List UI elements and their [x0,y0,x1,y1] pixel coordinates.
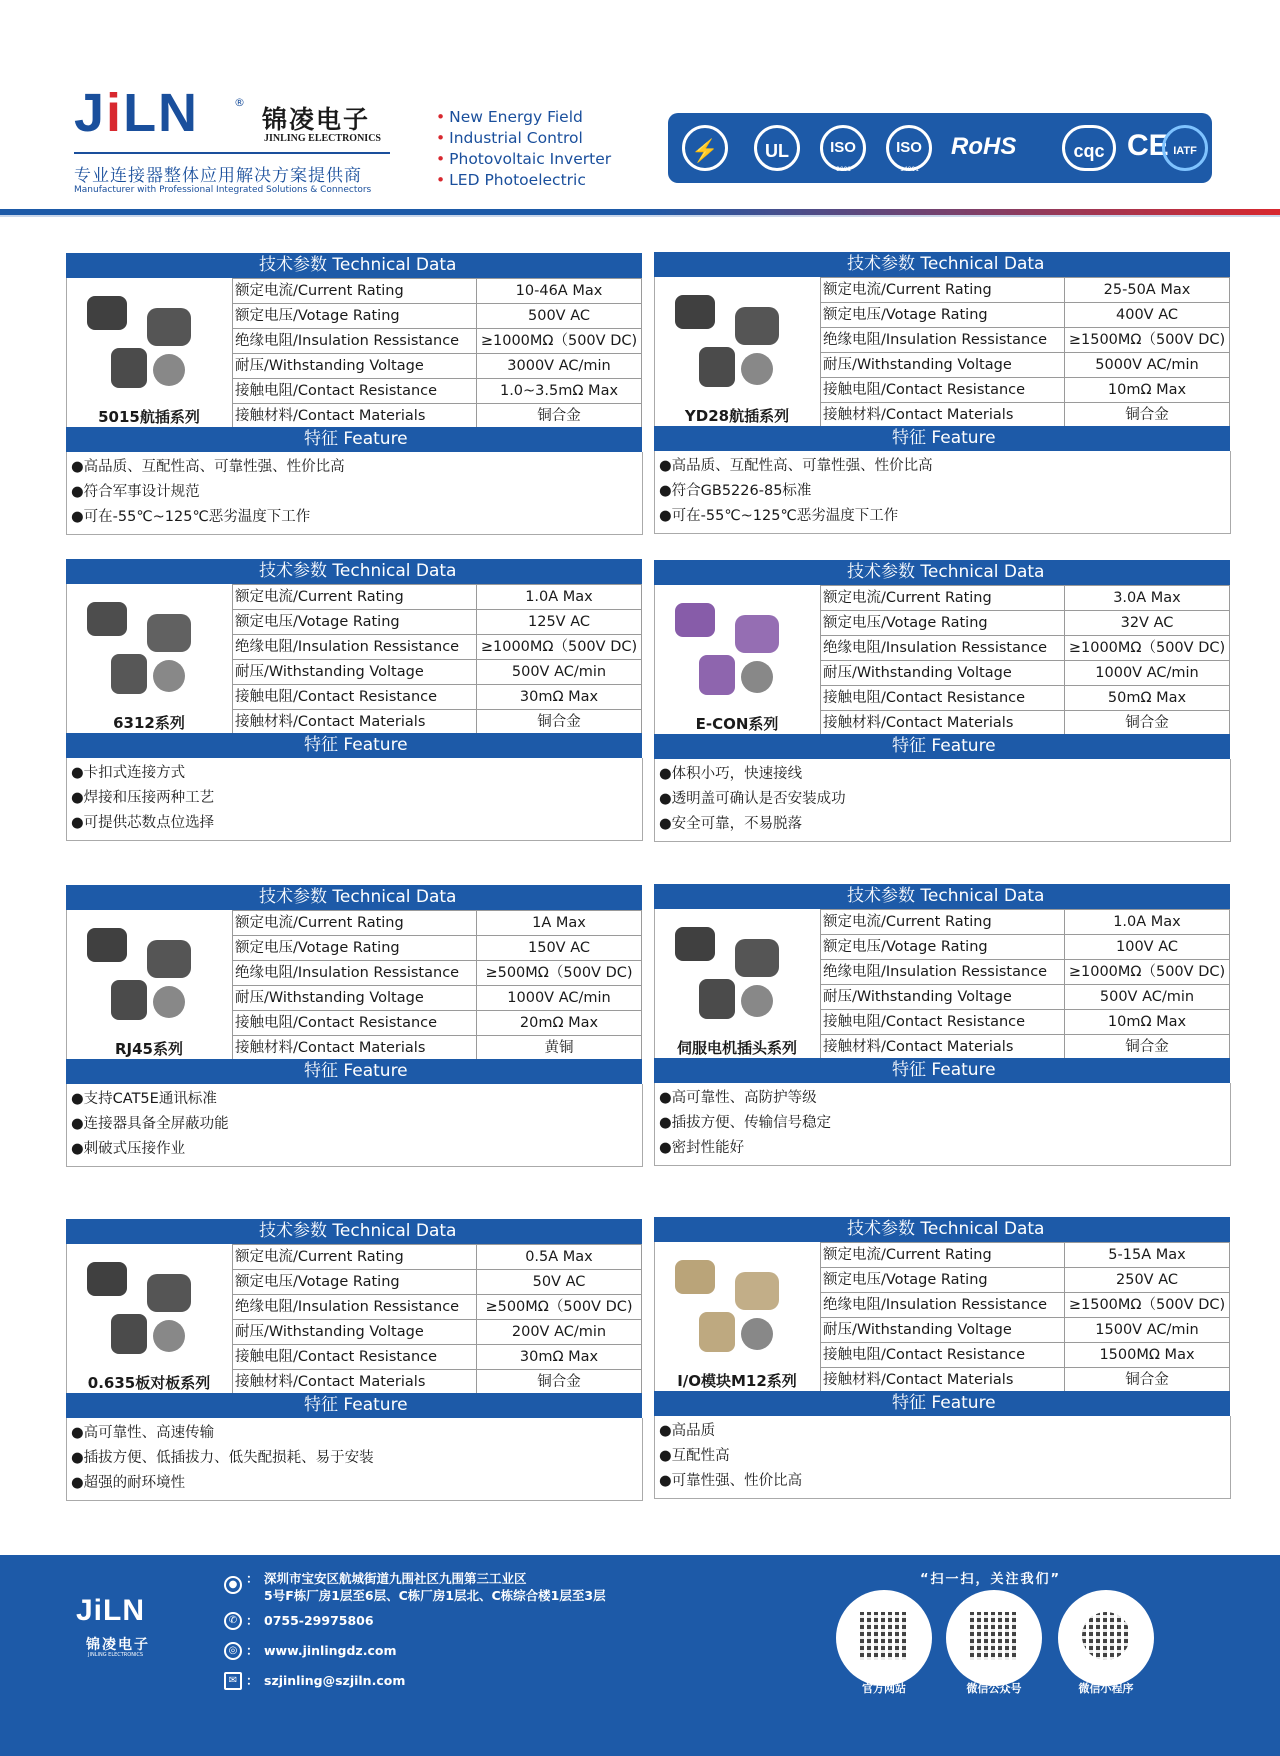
colon: ： [246,1673,259,1688]
spec-value: 铜合金 [1065,1035,1230,1060]
spec-row [233,585,642,610]
feature-list [66,758,643,841]
feature-item: ●安全可靠，不易脱落 [659,816,803,832]
spec-value: 30mΩ Max [477,685,642,710]
feature-item: ●可在-55℃~125℃恶劣温度下工作 [71,509,311,525]
spec-row [821,910,1230,935]
spec-row [821,711,1230,736]
spec-row [821,1035,1230,1060]
colon: ： [246,1613,259,1628]
spec-name: 绝缘电阻/Insulation Ressistance [233,961,477,986]
lightning-cert-icon: ⚡ [682,125,728,171]
spec-table [820,909,1230,1060]
spec-name: 接触材料/Contact Materials [233,710,477,735]
spec-name: 接触电阻/Contact Resistance [233,379,477,404]
field-item: • Industrial Control [436,129,583,147]
cqc-cert-icon: cqc [1062,125,1116,171]
spec-row [233,354,642,379]
spec-value: 黄铜 [477,1036,642,1061]
spec-table [820,1242,1230,1393]
spec-name: 额定电压/Votage Rating [821,935,1065,960]
spec-name: 接触电阻/Contact Resistance [821,378,1065,403]
spec-row [233,404,642,429]
feature-item: ●高可靠性、高防护等级 [659,1090,817,1106]
spec-name: 耐压/Withstanding Voltage [821,661,1065,686]
feature-item: ●插拔方便、传输信号稳定 [659,1115,832,1131]
spec-row [233,1320,642,1345]
spec-name: 绝缘电阻/Insulation Ressistance [821,960,1065,985]
spec-value: ≥500MΩ（500V DC) [477,1295,642,1320]
feature-header: 特征 Feature [654,734,1230,759]
spec-value: ≥1000MΩ（500V DC) [477,329,642,354]
feature-list [654,759,1231,842]
feature-header: 特征 Feature [66,1393,642,1418]
spec-row [821,328,1230,353]
feature-item: ●连接器具备全屏蔽功能 [71,1116,229,1132]
footer-logo: JiLN [76,1594,146,1627]
feature-item: ●卡扣式连接方式 [71,765,186,781]
spec-row [233,1370,642,1395]
iso14001-sub: 14001 [900,166,920,173]
product-name: I/O模块M12系列 [677,1372,797,1390]
spec-row [821,403,1230,428]
spec-value: 150V AC [477,936,642,961]
spec-table [232,278,642,429]
spec-value: 3000V AC/min [477,354,642,379]
globe-icon: ◎ [224,1642,242,1660]
tech-data-header: 技术参数 Technical Data [654,884,1230,909]
feature-header: 特征 Feature [654,426,1230,451]
footer-logo-en: JINLING ELECTRONICS [88,1652,144,1658]
spec-name: 耐压/Withstanding Voltage [233,660,477,685]
qr-code-mini-program[interactable] [1058,1590,1154,1686]
application-fields [436,107,611,191]
spec-value: 5000V AC/min [1065,353,1230,378]
spec-row [233,1295,642,1320]
spec-row [821,353,1230,378]
feature-item: ●支持CAT5E通讯标准 [71,1091,217,1107]
spec-value: ≥1500MΩ（500V DC) [1065,328,1230,353]
feature-list [66,1418,643,1501]
tech-data-header: 技术参数 Technical Data [654,560,1230,585]
field-item: • New Energy Field [436,108,583,126]
spec-value: 铜合金 [1065,1368,1230,1393]
spec-value: 400V AC [1065,303,1230,328]
spec-value: 10mΩ Max [1065,1010,1230,1035]
spec-row [233,1011,642,1036]
spec-value: 30mΩ Max [477,1345,642,1370]
spec-value: 50V AC [477,1270,642,1295]
scan-prompt: “扫一扫，关注我们” [920,1572,1062,1587]
feature-header: 特征 Feature [654,1391,1230,1416]
spec-name: 耐压/Withstanding Voltage [821,353,1065,378]
spec-name: 绝缘电阻/Insulation Ressistance [821,636,1065,661]
spec-name: 额定电压/Votage Rating [821,611,1065,636]
spec-name: 额定电流/Current Rating [233,1245,477,1270]
colon: ： [246,1571,259,1586]
spec-value: 1000V AC/min [477,986,642,1011]
spec-row [821,1368,1230,1393]
feature-item: ●互配性高 [659,1448,730,1464]
feature-header: 特征 Feature [654,1058,1230,1083]
ul-cert-icon: UL [754,125,800,171]
tech-data-header: 技术参数 Technical Data [66,1219,642,1244]
spec-value: 125V AC [477,610,642,635]
tech-data-header: 技术参数 Technical Data [66,559,642,584]
spec-row [233,635,642,660]
spec-name: 额定电流/Current Rating [821,278,1065,303]
spec-name: 额定电压/Votage Rating [233,610,477,635]
colon: ： [246,1643,259,1658]
spec-table [820,277,1230,428]
spec-row [821,1318,1230,1343]
spec-name: 接触材料/Contact Materials [821,1035,1065,1060]
spec-row [233,1036,642,1061]
qr-label: 微信公众号 [966,1682,1022,1695]
iso9001-sub: 9001 [836,166,852,173]
spec-name: 接触材料/Contact Materials [233,1036,477,1061]
spec-value: 铜合金 [477,404,642,429]
header-band-shadow [0,215,1280,217]
spec-row [233,304,642,329]
spec-table [232,910,642,1061]
tagline-cn: 专业连接器整体应用解决方案提供商 [74,166,362,186]
spec-row [821,960,1230,985]
feature-item: ●体积小巧，快速接线 [659,766,803,782]
spec-value: 10mΩ Max [1065,378,1230,403]
feature-item: ●透明盖可确认是否安装成功 [659,791,846,807]
spec-value: 1.0A Max [1065,910,1230,935]
spec-value: 铜合金 [477,1370,642,1395]
product-name: YD28航插系列 [684,407,790,425]
feature-item: ●焊接和压接两种工艺 [71,790,215,806]
spec-value: 1000V AC/min [1065,661,1230,686]
spec-row [233,911,642,936]
spec-name: 接触电阻/Contact Resistance [821,1010,1065,1035]
spec-name: 耐压/Withstanding Voltage [233,1320,477,1345]
ce-mark: CE [1127,129,1169,162]
website-link[interactable]: www.jinlingdz.com [264,1643,397,1658]
logo-divider [74,152,390,154]
tech-data-header: 技术参数 Technical Data [654,1217,1230,1242]
spec-row [233,685,642,710]
spec-name: 额定电压/Votage Rating [821,1268,1065,1293]
spec-name: 额定电流/Current Rating [233,585,477,610]
spec-value: 5-15A Max [1065,1243,1230,1268]
spec-value: 1500MΩ Max [1065,1343,1230,1368]
feature-item: ●高品质、互配性高、可靠性强、性价比高 [659,458,933,474]
spec-row [821,278,1230,303]
spec-value: 1A Max [477,911,642,936]
qr-label: 官方网站 [862,1682,906,1695]
spec-row [233,610,642,635]
location-icon: ● [224,1576,242,1594]
product-name: RJ45系列 [114,1040,183,1058]
spec-row [821,1343,1230,1368]
spec-table [820,585,1230,736]
tech-data-header: 技术参数 Technical Data [654,252,1230,277]
certification-banner [668,113,1212,183]
spec-value: 50mΩ Max [1065,686,1230,711]
feature-list [66,1084,643,1167]
spec-value: 1.0~3.5mΩ Max [477,379,642,404]
rohs-mark: RoHS [951,133,1017,160]
spec-row [821,935,1230,960]
spec-row [233,936,642,961]
spec-name: 耐压/Withstanding Voltage [821,985,1065,1010]
spec-name: 额定电压/Votage Rating [233,1270,477,1295]
mail-icon: ✉ [224,1672,242,1690]
feature-item: ●可提供芯数点位选择 [71,815,215,831]
spec-value: 0.5A Max [477,1245,642,1270]
spec-name: 绝缘电阻/Insulation Ressistance [233,1295,477,1320]
spec-value: 25-50A Max [1065,278,1230,303]
spec-value: 铜合金 [477,710,642,735]
feature-item: ●可在-55℃~125℃恶劣温度下工作 [659,508,899,524]
spec-value: 1500V AC/min [1065,1318,1230,1343]
spec-name: 额定电压/Votage Rating [233,936,477,961]
spec-value: ≥1500MΩ（500V DC) [1065,1293,1230,1318]
spec-row [821,1010,1230,1035]
spec-value: ≥500MΩ（500V DC) [477,961,642,986]
feature-item: ●高品质 [659,1423,716,1439]
spec-value: ≥1000MΩ（500V DC) [1065,960,1230,985]
spec-row [233,1245,642,1270]
spec-row [821,1268,1230,1293]
email-link[interactable]: szjinling@szjiln.com [264,1673,406,1688]
spec-row [821,378,1230,403]
company-name-cn: 锦凌电子 [262,105,371,134]
feature-list [654,1416,1231,1499]
spec-value: 3.0A Max [1065,586,1230,611]
spec-value: 10-46A Max [477,279,642,304]
spec-row [233,1345,642,1370]
feature-list [654,451,1231,534]
feature-list [654,1083,1231,1166]
spec-name: 接触材料/Contact Materials [233,1370,477,1395]
spec-row [821,303,1230,328]
spec-row [233,961,642,986]
product-name: 伺服电机插头系列 [676,1039,797,1057]
spec-name: 接触电阻/Contact Resistance [821,1343,1065,1368]
spec-name: 耐压/Withstanding Voltage [821,1318,1065,1343]
spec-name: 耐压/Withstanding Voltage [233,354,477,379]
spec-row [233,1270,642,1295]
spec-name: 额定电流/Current Rating [233,279,477,304]
spec-row [821,686,1230,711]
spec-name: 接触材料/Contact Materials [821,711,1065,736]
spec-value: 500V AC [477,304,642,329]
spec-name: 接触电阻/Contact Resistance [821,686,1065,711]
spec-name: 接触材料/Contact Materials [233,404,477,429]
spec-name: 额定电压/Votage Rating [233,304,477,329]
tech-data-header: 技术参数 Technical Data [66,885,642,910]
spec-value: 铜合金 [1065,403,1230,428]
spec-table [232,1244,642,1395]
feature-item: ●高品质、互配性高、可靠性强、性价比高 [71,459,345,475]
spec-value: 500V AC/min [1065,985,1230,1010]
spec-row [233,279,642,304]
address-line-1: 深圳市宝安区航城街道九围社区九围第三工业区 [264,1571,527,1586]
feature-item: ●刺破式压接作业 [71,1141,186,1157]
product-name: 6312系列 [113,714,185,732]
tagline-en: Manufacturer with Professional Integrated Solutions & Connectors [74,185,372,195]
spec-name: 额定电流/Current Rating [821,586,1065,611]
address-line-2: 5号F栋厂房1层至6层、C栋厂房1层北、C栋综合楼1层至3层 [264,1588,606,1603]
spec-name: 绝缘电阻/Insulation Ressistance [821,1293,1065,1318]
spec-value: 500V AC/min [477,660,642,685]
feature-item: ●符合GB5226-85标准 [659,483,812,499]
spec-name: 接触材料/Contact Materials [821,1368,1065,1393]
feature-header: 特征 Feature [66,733,642,758]
spec-value: 100V AC [1065,935,1230,960]
spec-value: 20mΩ Max [477,1011,642,1036]
spec-name: 绝缘电阻/Insulation Ressistance [821,328,1065,353]
spec-value: ≥1000MΩ（500V DC) [477,635,642,660]
field-item: • Photovoltaic Inverter [436,150,612,168]
product-name: 5015航插系列 [98,408,200,426]
spec-name: 绝缘电阻/Insulation Ressistance [233,329,477,354]
spec-name: 额定电流/Current Rating [821,1243,1065,1268]
company-name-en: JINLING ELECTRONICS [264,133,381,144]
spec-row [233,986,642,1011]
iso14001-cert-icon: ISO [886,125,932,171]
spec-name: 额定电流/Current Rating [233,911,477,936]
spec-row [821,1293,1230,1318]
spec-value: 250V AC [1065,1268,1230,1293]
feature-item: ●超强的耐环境性 [71,1475,186,1491]
tech-data-header: 技术参数 Technical Data [66,253,642,278]
feature-item: ●可靠性强、性价比高 [659,1473,803,1489]
phone-number: 0755-29975806 [264,1613,374,1628]
spec-row [821,661,1230,686]
qr-code-website[interactable] [836,1590,932,1686]
spec-name: 接触电阻/Contact Resistance [233,685,477,710]
spec-row [821,636,1230,661]
feature-item: ●符合军事设计规范 [71,484,200,500]
spec-value: 200V AC/min [477,1320,642,1345]
qr-code-wechat-official[interactable] [946,1590,1042,1686]
spec-name: 绝缘电阻/Insulation Ressistance [233,635,477,660]
qr-label: 微信小程序 [1078,1682,1134,1695]
brand-logo: JiLN [74,83,200,143]
field-item: • LED Photoelectric [436,171,586,189]
feature-list [66,452,643,535]
spec-name: 接触材料/Contact Materials [821,403,1065,428]
spec-value: ≥1000MΩ（500V DC) [1065,636,1230,661]
iatf-cert-icon: IATF [1162,125,1208,171]
spec-row [821,586,1230,611]
spec-name: 额定电流/Current Rating [821,910,1065,935]
feature-header: 特征 Feature [66,427,642,452]
footer-logo-cn: 锦凌电子 [86,1637,150,1653]
registered-mark: ® [234,96,245,109]
spec-name: 接触电阻/Contact Resistance [233,1345,477,1370]
spec-name: 耐压/Withstanding Voltage [233,986,477,1011]
spec-row [233,379,642,404]
spec-row [233,329,642,354]
product-name: 0.635板对板系列 [87,1374,211,1392]
feature-item: ●密封性能好 [659,1140,745,1156]
spec-row [233,710,642,735]
phone-icon: ✆ [224,1612,242,1630]
spec-row [821,1243,1230,1268]
feature-item: ●高可靠性、高速传输 [71,1425,215,1441]
spec-value: 32V AC [1065,611,1230,636]
product-name: E-CON系列 [695,715,779,733]
spec-value: 1.0A Max [477,585,642,610]
spec-row [233,660,642,685]
spec-row [821,985,1230,1010]
spec-name: 接触电阻/Contact Resistance [233,1011,477,1036]
spec-row [821,611,1230,636]
iso9001-cert-icon: ISO [820,125,866,171]
spec-name: 额定电压/Votage Rating [821,303,1065,328]
feature-header: 特征 Feature [66,1059,642,1084]
spec-table [232,584,642,735]
spec-value: 铜合金 [1065,711,1230,736]
feature-item: ●插拔方便、低插拔力、低失配损耗、易于安装 [71,1450,374,1466]
